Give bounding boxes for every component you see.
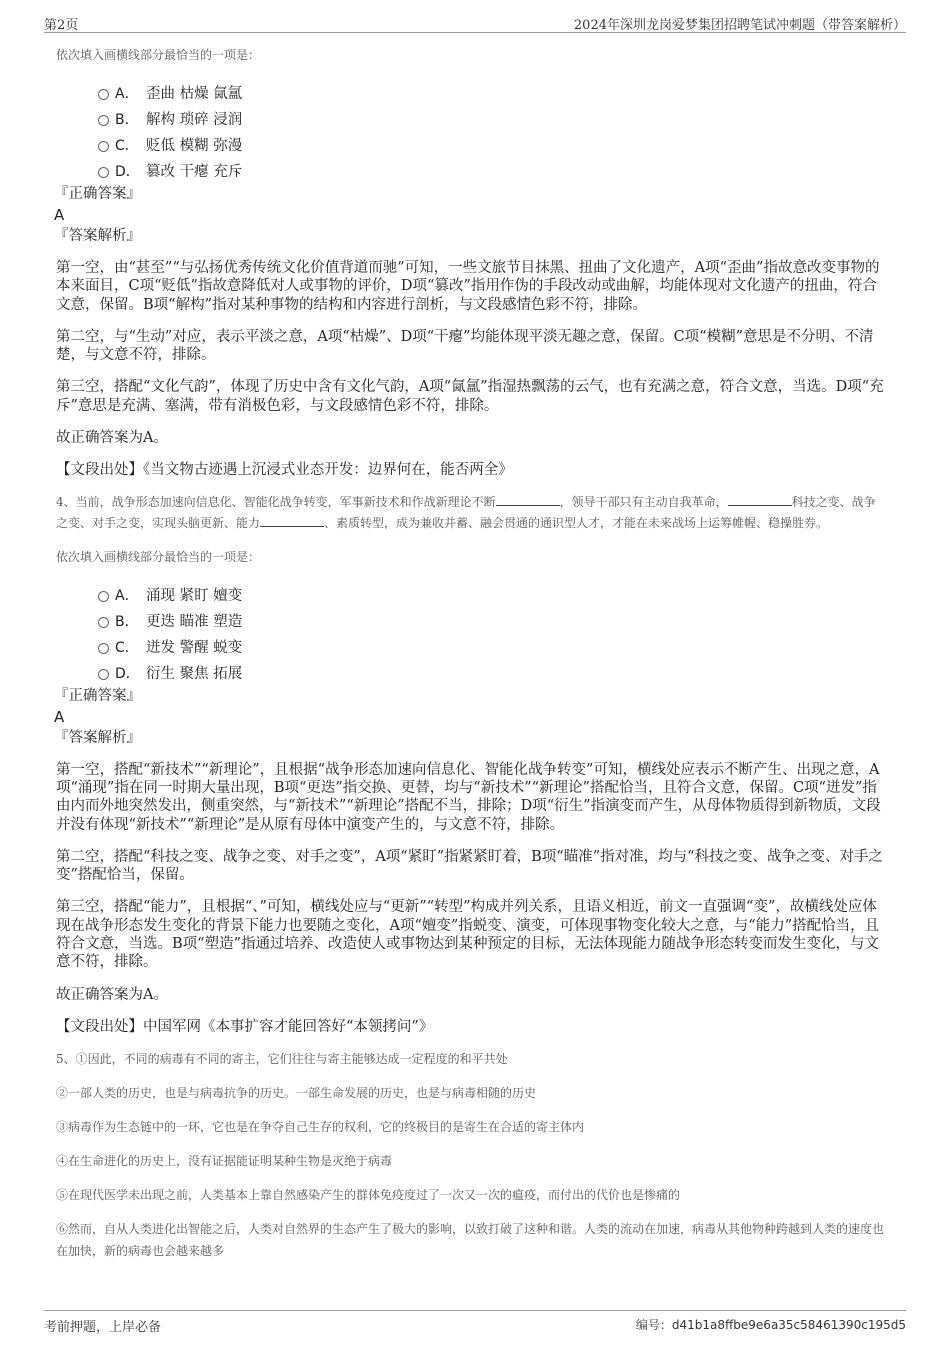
q5-sentence-4: ④在生命进化的历史上，没有证据能证明某种生物是灭绝于病毒 bbox=[56, 1154, 393, 1169]
document-code: 编号：d41b1a8ffbe9e6a35c58461390c195d5 bbox=[635, 1318, 906, 1332]
radio-icon[interactable] bbox=[98, 89, 109, 100]
radio-icon[interactable] bbox=[98, 669, 109, 680]
document-title: 2024年深圳龙岗爱梦集团招聘笔试冲刺题（带答案解析） bbox=[573, 18, 906, 33]
q3-source: 【文段出处】《当文物古迹遇上沉浸式业态开发：边界何在，能否两全》 bbox=[56, 462, 513, 479]
q3-options bbox=[56, 80, 886, 184]
radio-icon[interactable] bbox=[98, 167, 109, 178]
q4-option-c[interactable]: C． 迸发 警醒 蜕变 bbox=[56, 634, 886, 660]
q4-option-d[interactable]: D． 衍生 聚焦 拓展 bbox=[56, 660, 886, 686]
q3-answer-label: 『正确答案』 bbox=[54, 186, 141, 202]
q4-source: 【文段出处】中国军网《本事扩容才能回答好“本领拷问”》 bbox=[56, 1018, 434, 1035]
page-header bbox=[44, 12, 906, 33]
q3-conclusion: 故正确答案为A。 bbox=[56, 430, 168, 447]
radio-icon[interactable] bbox=[98, 141, 109, 152]
q3-option-a[interactable]: A． 歪曲 枯燥 氤氲 bbox=[56, 80, 886, 106]
q4-options bbox=[56, 582, 886, 686]
radio-icon[interactable] bbox=[98, 591, 109, 602]
q4-analysis-para-2: 第二空，搭配“科技之变、战争之变、对手之变”，A项“紧盯”指紧紧盯着，B项“瞄准”指对准，均与“科技之变、战争之变、对手之变”搭配恰当，保留。 bbox=[56, 848, 884, 884]
q3-analysis-label: 『答案解析』 bbox=[54, 228, 141, 244]
page-footer bbox=[44, 1310, 906, 1335]
blank-2 bbox=[728, 494, 792, 506]
q3-answer: A bbox=[54, 206, 65, 224]
q3-analysis-para-2: 第二空，与“生动”对应，表示平淡之意，A项“枯燥”、D项“干瘪”均能体现平淡无趣之意，保留。C项“模糊”意思是不分明、不清楚，与文意不符，排除。 bbox=[56, 328, 874, 364]
footer-slogan: 考前押题，上岸必备 bbox=[44, 1320, 162, 1335]
q5-sentence-6: ⑥然而，自从人类进化出智能之后，人类对自然界的生态产生了极大的影响，以致打破了这种和谐。人类的流动在加速，病毒从其他物种跨越到人类的速度也在加快，新的病毒也会越来越多 bbox=[56, 1222, 885, 1259]
q5-sentence-1: 5、①因此，不同的病毒有不同的寄主，它们往往与寄主能够达成一定程度的和平共处 bbox=[56, 1052, 508, 1067]
q4-option-b[interactable]: B． 更迭 瞄准 塑造 bbox=[56, 608, 886, 634]
q5 bbox=[56, 1048, 886, 1262]
q5-sentence-3: ③病毒作为生态链中的一环，它也是在争夺自己生存的权利，它的终极目的是寄生在合适的寄主体内 bbox=[56, 1120, 585, 1135]
q3-option-b[interactable]: B． 解构 琐碎 浸润 bbox=[56, 106, 886, 132]
q4-answer: A bbox=[54, 707, 65, 726]
q4-analysis-para-3: 第三空，搭配“能力”，且根据“、”可知，横线处应与“更新”“转型”构成并列关系，且语义相近，前文一直强调“变”，故横线处应体现在战争形态发生变化的背景下能力也要随之变化，A项“嬗变”指蜕变、演变，可体现事物变化较大之意，与“能力”搭配恰当，且符合文意，当选。B项“塑造”指通过培养、改造使人或事物达到某种预定的目标，无法体现能力随战争形态转变而发生变化，与文意不符，排除。 bbox=[56, 899, 880, 971]
q4-prompt: 依次填入画横线部分最恰当的一项是： bbox=[56, 549, 261, 564]
q4-analysis-label: 『答案解析』 bbox=[54, 729, 141, 746]
radio-icon[interactable] bbox=[98, 115, 109, 126]
q4-option-a[interactable]: A． 涌现 紧盯 嬗变 bbox=[56, 582, 886, 608]
q3-analysis-para-3: 第三空，搭配“文化气韵”，体现了历史中含有文化气韵，A项“氤氲”指湿热飘荡的云气，也有充满之意，符合文意，当选。D项“充斥”意思是充满、塞满，带有消极色彩，与文段感情色彩不符，排除。 bbox=[56, 379, 884, 414]
q3-option-c[interactable]: C． 贬低 模糊 弥漫 bbox=[56, 132, 886, 158]
page-number: 第2页 bbox=[44, 18, 79, 33]
q5-sentence-2: ②一部人类的历史，也是与病毒抗争的历史。一部生命发展的历史，也是与病毒相随的历史 bbox=[56, 1086, 537, 1101]
blank-1 bbox=[496, 494, 560, 506]
q4-conclusion: 故正确答案为A。 bbox=[56, 986, 168, 1003]
q3-option-d[interactable]: D． 篡改 干瘪 充斥 bbox=[56, 158, 886, 184]
radio-icon[interactable] bbox=[98, 617, 109, 628]
radio-icon[interactable] bbox=[98, 643, 109, 654]
blank-3 bbox=[260, 515, 324, 527]
q3-prompt: 依次填入画横线部分最恰当的一项是： bbox=[56, 48, 261, 62]
q5-sentence-5: ⑤在现代医学未出现之前，人类基本上靠自然感染产生的群体免疫度过了一次又一次的瘟疫，而付出的代价也是惨痛的 bbox=[56, 1188, 681, 1203]
q3-analysis-para-1: 第一空，由“甚至”“与弘扬优秀传统文化价值背道而驰”可知，一些文旅节目抹黑、扭曲了文化遗产，A项“歪曲”指故意改变事物的本来面目，C项“贬低”指故意降低对人或事物的评价，D项“篡改”指用作伪的手段改动或曲解，均能体现对文化遗产的扭曲，符合文意，保留。B项“解构”指对某种事物的结构和内容进行剖析，与文段感情色彩不符，排除。 bbox=[56, 260, 880, 313]
q4-analysis-para-1: 第一空，搭配“新技术”“新理论”，且根据“战争形态加速向信息化、智能化战争转变”可知，横线处应表示不断产生、出现之意，A项“涌现”指在同一时期大量出现，B项“更迭”指交换、更替，均与“新技术”“新理论”搭配恰当，且符合文意，保留。C项“迸发”指由内而外地突然发出，侧重突然，与“新技术”“新理论”搭配不当，排除；D项“衍生”指演变而产生，从母体物质得到新物质，文段并没有体现“新技术”“新理论”是从原有母体中演变产生的，与文意不符，排除。 bbox=[56, 761, 881, 833]
q4-answer-label: 『正确答案』 bbox=[54, 687, 141, 704]
main-content bbox=[56, 44, 886, 1274]
q4-stem: 4、当前，战争形态加速向信息化、智能化战争转变，军事新技术和作战新理论不断 ，领导干部只有主动自我革命， 科技之变、战争之变、对手之变，实现头脑更新、能力 、素质转型，成为兼收并蓄、融会贯通的通识型人才，才能在未来战场上运筹帷幄、稳操胜券。 bbox=[56, 494, 876, 530]
